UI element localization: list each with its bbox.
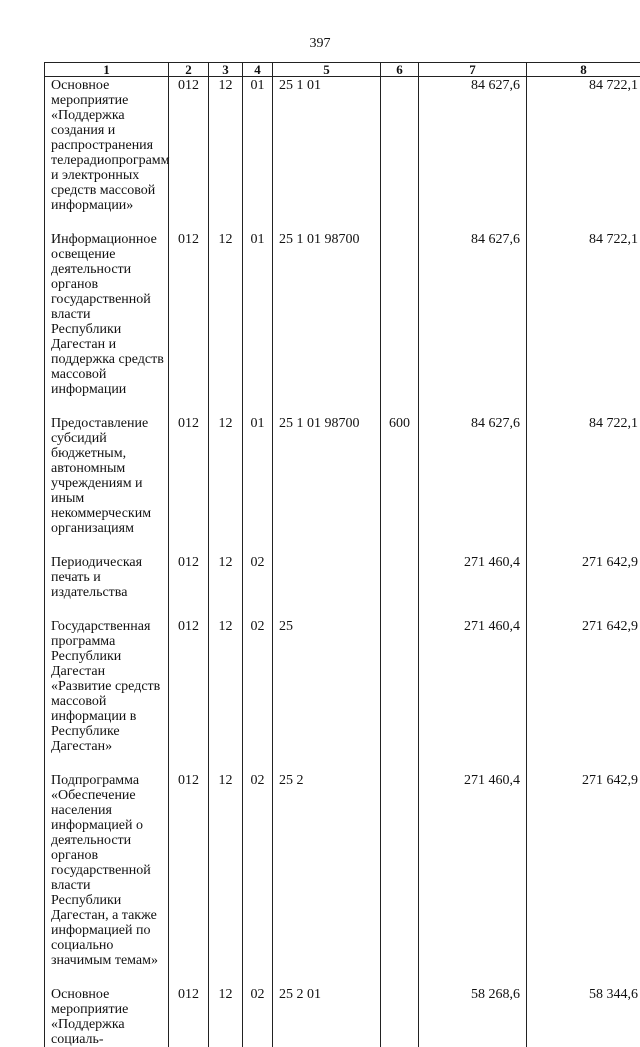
cell-section: 12	[209, 618, 243, 772]
cell-ministry: 012	[169, 618, 209, 772]
row-name-text: Предоставление субсидий бюджетным, автономным учреждениям и иным некоммерческим организациям	[51, 416, 164, 536]
row-name-text: Основное мероприятие «Поддержка создания и распространения телерадиопрограмм и электронных средств массовой информации»	[51, 78, 164, 213]
cell-subsection: 01	[243, 415, 273, 554]
row-name	[45, 618, 169, 772]
col-header-5: 5	[273, 63, 381, 77]
col-header-3: 3	[209, 63, 243, 77]
cell-section: 12	[209, 77, 243, 232]
cell-section: 12	[209, 772, 243, 986]
row-name	[45, 77, 169, 232]
table-row	[45, 772, 640, 986]
cell-expense-type: 600	[381, 415, 419, 554]
table-row	[45, 231, 640, 415]
table-row	[45, 618, 640, 772]
row-name-text: Периодическая печать и издательства	[51, 555, 164, 600]
cell-expense-type	[381, 772, 419, 986]
cell-amount-8: 271 642,9	[527, 554, 640, 618]
table-row	[45, 554, 640, 618]
cell-target-article: 25	[273, 618, 381, 772]
row-name-text: Подпрограмма «Обеспечение населения информацией о деятельности органов государственной власти Республики Дагестан, а также информацией по социально значимым темам»	[51, 773, 164, 968]
cell-target-article: 25 2 01	[273, 986, 381, 1047]
budget-table	[44, 62, 640, 1047]
cell-ministry: 012	[169, 986, 209, 1047]
table-row	[45, 415, 640, 554]
header-row	[45, 63, 640, 77]
row-name-text: Государственная программа Республики Дагестан «Развитие средств массовой информации в Республике Дагестан»	[51, 619, 164, 754]
cell-subsection: 01	[243, 231, 273, 415]
cell-amount-8: 84 722,1	[527, 231, 640, 415]
col-header-6: 6	[381, 63, 419, 77]
cell-amount-8: 58 344,6	[527, 986, 640, 1047]
cell-ministry: 012	[169, 415, 209, 554]
cell-target-article: 25 1 01	[273, 77, 381, 232]
cell-ministry: 012	[169, 554, 209, 618]
col-header-1: 1	[45, 63, 169, 77]
cell-ministry: 012	[169, 231, 209, 415]
cell-subsection: 02	[243, 618, 273, 772]
cell-expense-type	[381, 986, 419, 1047]
row-name	[45, 415, 169, 554]
cell-expense-type	[381, 231, 419, 415]
cell-amount-7: 84 627,6	[419, 415, 527, 554]
cell-expense-type	[381, 618, 419, 772]
row-name	[45, 554, 169, 618]
cell-ministry: 012	[169, 77, 209, 232]
cell-amount-8: 271 642,9	[527, 618, 640, 772]
cell-target-article	[273, 554, 381, 618]
cell-section: 12	[209, 415, 243, 554]
row-name-text: Основное мероприятие «Поддержка социаль-	[51, 987, 164, 1047]
col-header-8: 8	[527, 63, 640, 77]
table-row	[45, 77, 640, 232]
table-row	[45, 986, 640, 1047]
cell-subsection: 02	[243, 772, 273, 986]
cell-target-article: 25 1 01 98700	[273, 415, 381, 554]
col-header-2: 2	[169, 63, 209, 77]
cell-amount-8: 84 722,1	[527, 77, 640, 232]
cell-section: 12	[209, 554, 243, 618]
cell-subsection: 02	[243, 554, 273, 618]
cell-amount-7: 84 627,6	[419, 77, 527, 232]
cell-amount-8: 84 722,1	[527, 415, 640, 554]
col-header-4: 4	[243, 63, 273, 77]
row-name-text: Информационное освещение деятельности органов государственной власти Республики Дагестан и поддержка средств массовой информации	[51, 232, 164, 397]
cell-amount-7: 271 460,4	[419, 554, 527, 618]
page-number: 397	[0, 36, 640, 52]
cell-amount-8: 271 642,9	[527, 772, 640, 986]
row-name	[45, 986, 169, 1047]
row-name	[45, 231, 169, 415]
cell-expense-type	[381, 554, 419, 618]
cell-amount-7: 271 460,4	[419, 618, 527, 772]
cell-amount-7: 271 460,4	[419, 772, 527, 986]
cell-section: 12	[209, 986, 243, 1047]
cell-target-article: 25 2	[273, 772, 381, 986]
cell-ministry: 012	[169, 772, 209, 986]
row-name	[45, 772, 169, 986]
cell-section: 12	[209, 231, 243, 415]
cell-subsection: 02	[243, 986, 273, 1047]
cell-amount-7: 58 268,6	[419, 986, 527, 1047]
cell-expense-type	[381, 77, 419, 232]
cell-amount-7: 84 627,6	[419, 231, 527, 415]
col-header-7: 7	[419, 63, 527, 77]
cell-subsection: 01	[243, 77, 273, 232]
cell-target-article: 25 1 01 98700	[273, 231, 381, 415]
